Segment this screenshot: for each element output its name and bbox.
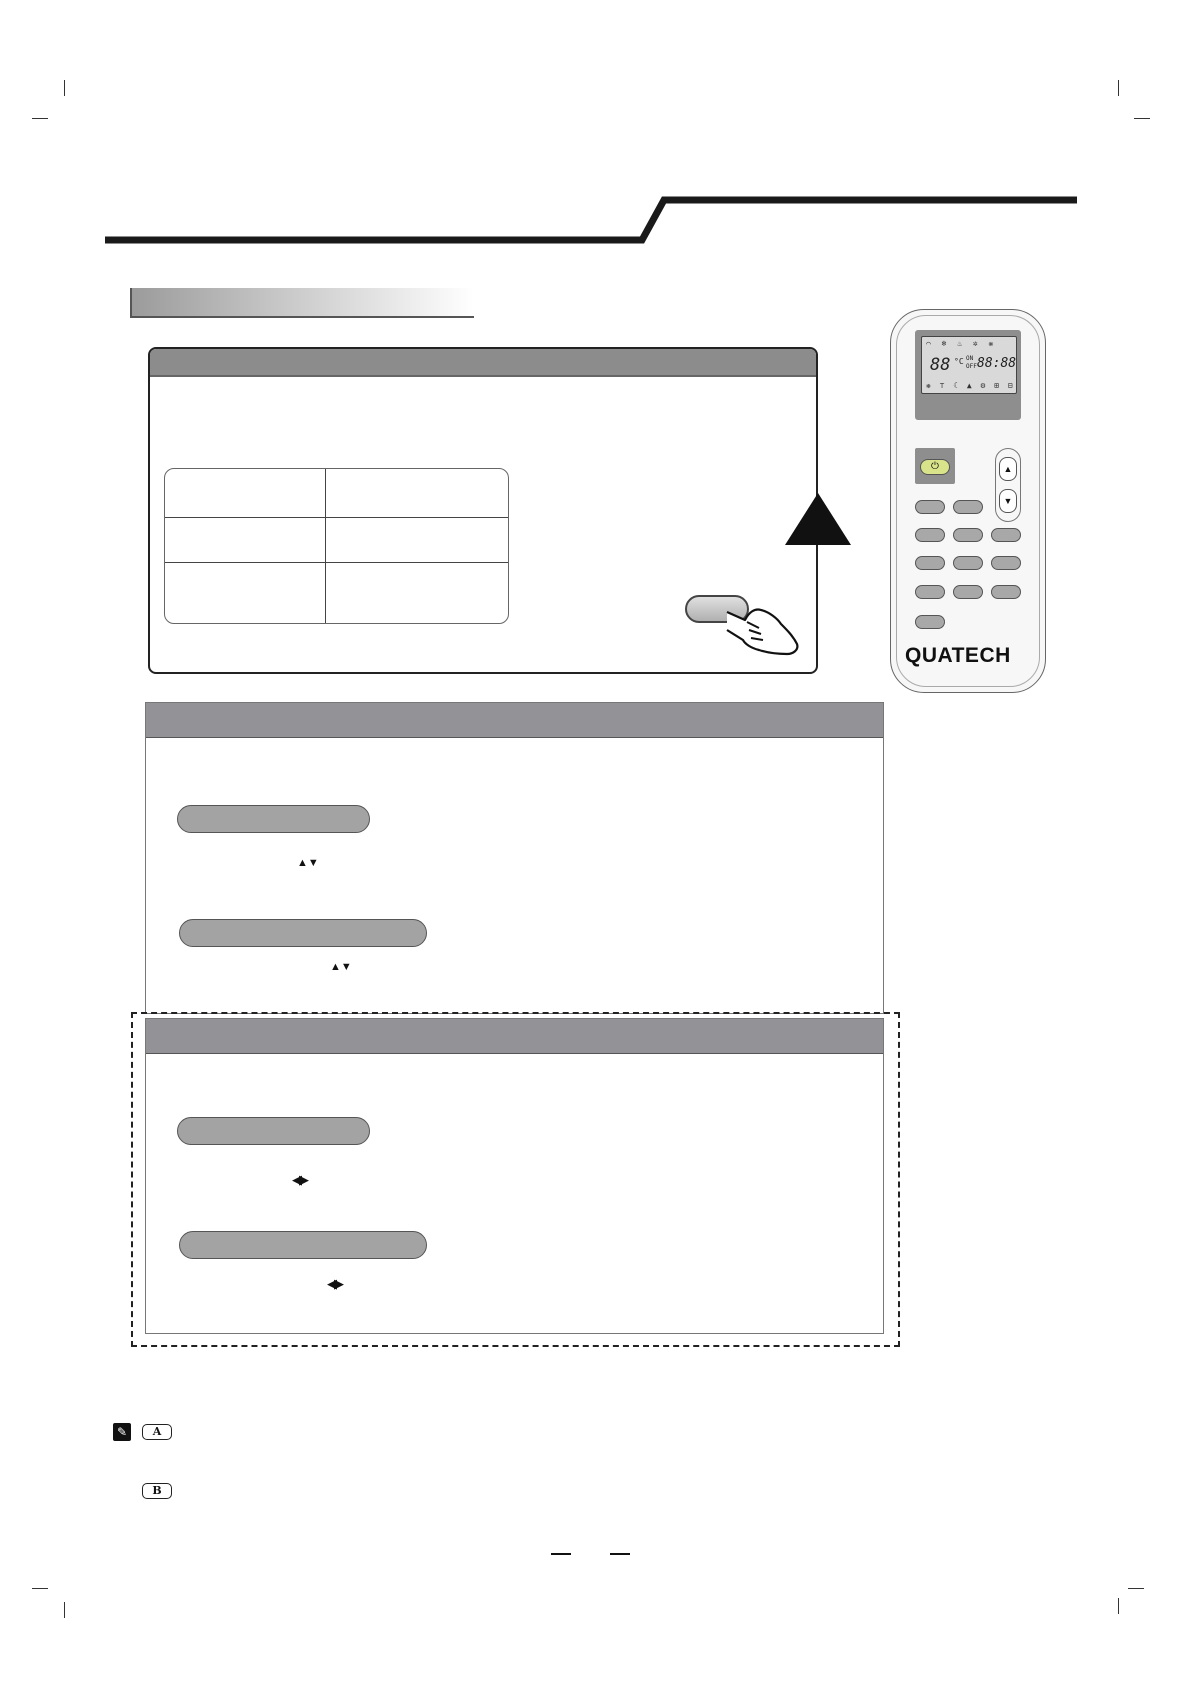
note-tag-b: B [142,1483,172,1499]
updown-symbol: ▲▼ [330,961,352,973]
up-icon[interactable]: ▲ [999,457,1017,481]
section-label-bar [130,288,474,318]
brand-logo: QUATECH [905,644,1011,667]
crop-mark [1128,1588,1144,1589]
remote-button[interactable] [953,500,983,514]
swing-option-pill [179,919,427,947]
lcd-display [921,336,1017,394]
remote-button[interactable] [915,556,945,570]
swing-option-pill [179,1231,427,1259]
hand-pointer-icon [725,600,805,656]
crop-mark [1118,1598,1119,1614]
updown-symbol: ▲▼ [297,857,319,869]
optional-feature-frame [131,1012,900,1347]
power-button[interactable]: ⏻ [920,459,950,475]
page-number-dash [551,1553,571,1555]
header-banner [0,0,1191,260]
swing-option-pill [177,1117,370,1145]
lcd-off: OFF [966,363,977,370]
lcd-temperature: 88 [930,355,951,375]
triangle-arrow-icon [785,493,851,545]
lcd-onoff [966,355,977,371]
instruction-box-header [150,349,816,377]
lcd-frame [915,330,1021,420]
leftright-symbol: ◀▶ [292,1172,306,1187]
remote-button[interactable] [991,528,1021,542]
remote-button[interactable] [915,585,945,599]
lcd-unit: °C [954,357,964,366]
vertical-swing-section [145,702,884,1014]
remote-button[interactable] [991,556,1021,570]
temp-rocker [995,448,1021,522]
remote-button[interactable] [953,528,983,542]
remote-button[interactable] [991,585,1021,599]
instruction-box [148,347,818,674]
swing-option-pill [177,805,370,833]
down-icon[interactable]: ▼ [999,489,1017,513]
crop-mark [32,1588,48,1589]
remote-button[interactable] [915,615,945,629]
note-icon: ✎ [113,1423,131,1441]
lcd-on: ON [966,355,974,362]
note-tag-a: A [142,1424,172,1440]
page-number-dash [610,1553,630,1555]
leftright-symbol: ◀▶ [327,1276,341,1291]
crop-mark [64,1602,65,1618]
remote-button[interactable] [915,528,945,542]
lcd-mode-icons: ⌒ ❄ ♨ ✲ ❋ [926,339,997,348]
remote-button[interactable] [915,500,945,514]
remote-button[interactable] [953,556,983,570]
remote-control [890,309,1046,693]
lcd-status-icons: ❋ ⊤ ☾ ▲ ⚙ ⊞ ⊟ [926,381,1015,390]
mode-table [164,468,509,624]
lcd-time: 88:88 [977,356,1017,371]
remote-button[interactable] [953,585,983,599]
power-pad [915,448,955,484]
section-header [146,703,883,738]
